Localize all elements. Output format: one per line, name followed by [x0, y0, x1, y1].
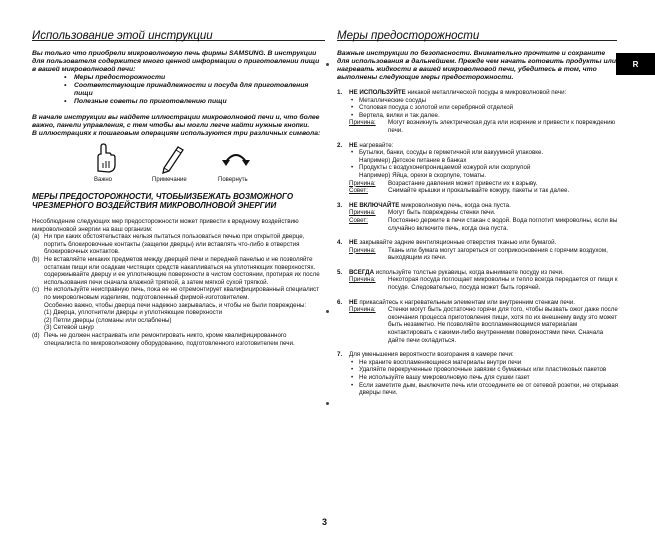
- safety-example: Например) Яйца, орехи в скорлупе, томаты.: [359, 171, 487, 179]
- safety-item-text: используйте толстые рукавицы, когда вынимаете посуду из печи.: [374, 268, 564, 276]
- safety-item-6: [337, 299, 619, 345]
- left-section-header: [32, 26, 325, 41]
- precaution-item-key: (c): [32, 286, 40, 294]
- precaution-item: [32, 332, 324, 347]
- binding-mark: [326, 63, 329, 66]
- language-tab-label: R: [632, 59, 639, 69]
- precaution-item-text: Не используйте неисправную печь, пока ее не отремонтирует квалифицированный специалист по микроволновым изделиям, подготовленный фирмой-изготовителем.: [44, 286, 320, 301]
- safety-keyword: НЕ ВКЛЮЧАЙТЕ: [349, 201, 400, 209]
- safety-example: Например) Детское питание в банках: [359, 156, 467, 164]
- reason-label: Причина:: [349, 246, 376, 254]
- safety-intro: Важные инструкции по безопасности. Внимательно прочтите и сохраните для использования в дальнейшем. Прежде чем начать готовить продукты или нагревать жидкости в вашей микроволновой печи, убедитесь в том, что выполнены следующие меры предосторожности.: [337, 50, 616, 81]
- precaution-subitem: (1) Дверца, уплотнители дверцы и уплотняющие поверхности: [44, 309, 223, 317]
- precaution-list: [32, 233, 324, 347]
- precaution-item-text: Ни при каких обстоятельствах нельзя пытаться пользоваться печью при открытой дверце, портить блокировочные контакты (защелки дверцы) или вставлять что-либо в отверстия блокировочных контактов.: [44, 233, 305, 256]
- right-section-header: [337, 26, 617, 41]
- safety-item-7: [337, 351, 619, 397]
- safety-item-text: никакой металлической посуды в микроволновой печи:: [405, 89, 567, 96]
- right-column: [337, 50, 619, 397]
- safety-keyword: НЕ: [349, 141, 358, 149]
- reason-label: Причина:: [349, 209, 376, 217]
- reason-label: Причина:: [349, 119, 376, 127]
- precaution-item: [32, 286, 324, 332]
- safety-item-number: 7.: [337, 351, 343, 359]
- precaution-item: [32, 256, 324, 286]
- precaution-subitem: (2) Петли дверцы (сломаны или ослаблены): [44, 316, 172, 324]
- safety-item-number: 5.: [337, 268, 343, 276]
- safety-bullet: • Столовая посуда с золотой или серебряной отделкой: [349, 104, 619, 112]
- precaution-item-text: Не вставляйте никаких предметов между дверцей печи и передней панелью и не позволяйте остаткам пищи или осадкам чистящих средств накапливаться на уплотняющих поверхностях. содержиывайте дверцу и ее уплотняющие поверхности в чистом состоянии, протирая их после использования печи сначала влажной тряпкой, а затем мягкой сухой тряпкой.: [44, 255, 320, 286]
- safety-keyword: НЕ: [349, 298, 358, 306]
- safety-item-text: микроволновую печь, когда она пуста.: [399, 201, 511, 209]
- precaution-subitem: (3) Сетевой шнур: [44, 324, 94, 332]
- safety-bullet: • Продукты с воздухонепроницаемой кожурой или скорлупой: [349, 164, 619, 172]
- safety-bullet: • Металлические сосуды: [349, 97, 619, 105]
- warning-intro: Несоблюдение следующих мер предосторожности может привести к вредному воздействию микроволновой энергии на ваш организм:: [32, 218, 299, 233]
- right-header-title: Меры предосторожности: [337, 30, 480, 42]
- binding-mark: [326, 310, 329, 313]
- symbol-label-important: Важно: [94, 177, 113, 183]
- safety-keyword: НЕ ИСПОЛЬЗУЙТЕ: [349, 89, 406, 96]
- safety-bullet: • Бутылки, банки, сосуды в герметичной или вакуумной упаковке.: [349, 149, 619, 157]
- safety-keyword: ВСЕГДА: [349, 268, 375, 276]
- precaution-item-extra: Особенно важно, чтобы дверца печи надежно закрывалась, и чтобы не были повреждены:: [44, 301, 307, 309]
- safety-bullet: • Удаляйте перекрученные проволочные завязки с бумажных или пластиковых пакетов: [349, 366, 619, 374]
- safety-item-number: 1.: [337, 89, 343, 96]
- safety-item-4: [337, 239, 619, 262]
- symbol-label-note: Примечание: [152, 177, 187, 183]
- left-column: [32, 50, 324, 347]
- advice-text: Снимайте крышки и прокалывайте кожуру, пакеты и так далее.: [388, 187, 570, 195]
- binding-mark: [326, 402, 329, 405]
- safety-item-number: 2.: [337, 141, 343, 149]
- reason-label: Причина:: [349, 179, 376, 187]
- precaution-item: [32, 233, 324, 256]
- important-hand-icon: [90, 141, 120, 175]
- advice-label: Совет:: [349, 216, 368, 224]
- symbol-labels: [32, 177, 324, 187]
- safety-bullet: • Не используйте вашу микроволновую печь для сушки газет: [349, 374, 619, 382]
- symbol-label-rotate: Повернуть: [218, 177, 248, 183]
- reason-label: Причина:: [349, 276, 376, 284]
- language-tab: [616, 53, 655, 75]
- rotate-arrow-icon: [220, 141, 252, 175]
- safety-item-3: [337, 202, 619, 232]
- advice-text: Постоянно держите в печи стакан с водой. Вода поглотит микроволны, если вы случайно включите печь, когда она пуста.: [388, 216, 618, 232]
- safety-item-number: 4.: [337, 239, 343, 247]
- safety-item-2: [337, 142, 619, 195]
- symbols-text: В иллюстрациях к пошаговым операциям используются три различных символа:: [32, 130, 321, 137]
- safety-item-text: Для уменьшения вероятности возгорания в камере печи:: [349, 351, 514, 359]
- safety-item-text: закрывайте задние вентиляционные отверстия тканью или бумагой.: [357, 239, 557, 247]
- left-header-title: Использование этой инструкции: [32, 30, 213, 42]
- safety-item-number: 6.: [337, 298, 343, 306]
- safety-item-5: [337, 269, 619, 292]
- usage-bullets: [32, 74, 324, 106]
- safety-item-1: [337, 89, 619, 135]
- usage-bullet: • Соответствующие принадлежности и посуда для приготовления пищи: [32, 82, 324, 98]
- safety-keyword: НЕ: [349, 239, 358, 247]
- usage-intro: Вы только что приобрели микроволновую печь фирмы SAMSUNG. В инструкции для пользователя содержится много ценной информации о приготовлении пищи в вашей микроволновой печи:: [32, 50, 320, 73]
- reason-text: Стенки могут быть достаточно горячи для того, чтобы вызвать ожог даже после окончания процесса приготовления пищи, хотя по их внешнему виду это может быть незаметно. Не позволяйте воспламеняющимся материалам контактировать с какими-либо внутренними поверхностями печи. Сначала дайте печи охладиться.: [388, 306, 618, 344]
- precaution-item-key: (b): [32, 255, 40, 263]
- safety-item-text: нагревайте:: [357, 141, 394, 149]
- safety-bullet: • Если заметите дым, выключите печь или отсоедините ее от сетевой розетки, не открывая дверцы печи.: [349, 382, 619, 397]
- reason-label: Причина:: [349, 306, 376, 314]
- usage-bullet: • Меры предосторожности: [32, 74, 324, 82]
- warning-title: МЕРЫ ПРЕДОСТОРОЖНОСТИ, ЧТОБЫИЗБЕЖАТЬ ВОЗМОЖНОГО ЧРЕЗМЕРНОГО ВОЗДЕЙСТВИЯ МИКРОВОЛНОВОЙ ЭНЕРГИИ: [32, 192, 294, 210]
- advice-label: Совет:: [349, 187, 368, 195]
- precaution-item-text: Печь не должен настраивать или ремонтировать никто, кроме квалифицированного специалиста по микроволновому оборудованию, подготовленного изготовителем печи.: [44, 331, 295, 347]
- illustrations-text: В начале инструкции вы найдете иллюстрации микроволновой печи и, что более важно, панели управления, с тем чтобы вы могли легче найти нужные кнопки.: [32, 114, 320, 129]
- reason-text: Некоторая посуда поглощает микроволны и тепло всегда передается от пищи к посуде. Следовательно, посуда может быть горячей.: [388, 276, 618, 292]
- reason-text: Могут быть повреждены стенки печи.: [388, 209, 496, 217]
- precaution-item-key: (a): [32, 233, 40, 241]
- reason-text: Возрастание давления может привести их к взрыву.: [388, 179, 538, 187]
- safety-item-text: прикасайтесь к нагревательным элементам или внутренним стенкам печи.: [357, 298, 576, 306]
- reason-text: Могут возникнуть электрическая дуга или искрение и привести к повреждению печи.: [388, 119, 616, 134]
- reason-text: Ткань или бумага могут загореться от соприкосновения с горячим воздухом, выходящим из печи.: [388, 246, 608, 262]
- safety-item-number: 3.: [337, 201, 343, 209]
- safety-bullet: • Не храните воспламеняющиеся материалы внутри печи: [349, 359, 619, 367]
- usage-bullet: • Полезные советы по приготовлению пищи: [32, 98, 324, 106]
- precaution-item-key: (d): [32, 331, 40, 339]
- safety-bullet: • Вертела, вилки и так далее.: [349, 112, 619, 120]
- symbol-icons: [32, 141, 324, 177]
- note-pencil-icon: [158, 141, 188, 175]
- page-number: 3: [322, 517, 328, 527]
